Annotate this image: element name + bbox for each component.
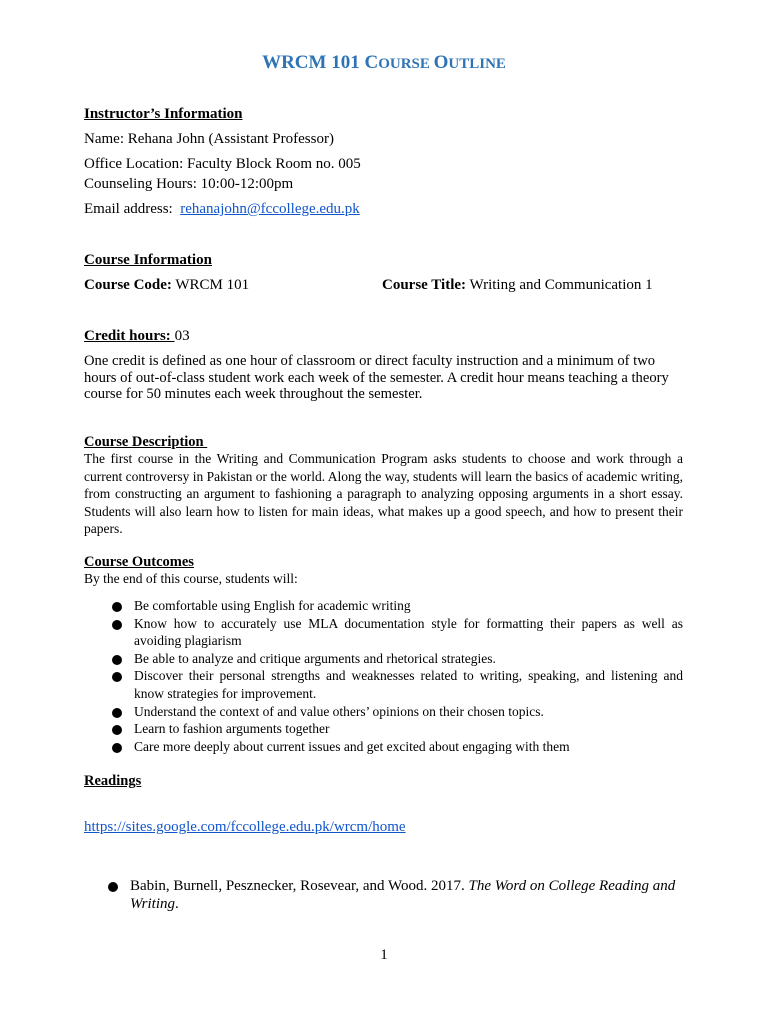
list-item: Be comfortable using English for academic writing (84, 597, 683, 615)
title-smallcaps: OURSE (378, 56, 434, 72)
course-description-heading: Course Description (84, 434, 208, 450)
list-item: Care more deeply about current issues and get excited about engaging with them (84, 738, 683, 756)
reference-authors: Babin, Burnell, Pesznecker, Rosevear, and Wood. 2017. (130, 878, 469, 894)
bullet-icon (112, 620, 122, 630)
office-location: Office Location: Faculty Block Room no. 005 (84, 156, 361, 172)
list-item: Be able to analyze and critique arguments and rhetorical strategies. (84, 650, 683, 668)
reference-book-title: The Word on College Reading and Writing (130, 878, 676, 912)
course-code (84, 277, 249, 294)
title-course-code: WRCM 101 (262, 52, 365, 73)
course-code-value: WRCM 101 (171, 277, 250, 293)
title-letter: C (364, 52, 379, 73)
course-title (382, 277, 653, 294)
course-info-heading: Course Information (84, 252, 212, 268)
course-code-label: Course Code: (84, 277, 172, 293)
readings-heading: Readings (84, 773, 142, 789)
counseling-hours: Counseling Hours: 10:00-12:00pm (84, 176, 294, 192)
bullet-icon (112, 725, 122, 735)
course-title-label: Course Title: (382, 277, 467, 293)
course-outcomes-heading: Course Outcomes (84, 554, 194, 570)
bullet-icon (108, 882, 118, 892)
bullet-icon (112, 655, 122, 665)
course-title-value: Writing and Communication 1 (466, 277, 653, 293)
title-letter: O (433, 52, 449, 73)
list-item: Learn to fashion arguments together (84, 720, 683, 738)
course-description-text: The first course in the Writing and Communication Program asks students to choose and work through a current controversy in Pakistan or the world. Along the way, students will learn the basics of academic writing, from constructing an argument to fashioning a paragraph to analyzing opposing arguments in a short essay. Students will also learn how to listen for main ideas, what makes up a good speech, and how to present their papers. (84, 451, 683, 537)
instructor-heading: Instructor’s Information (84, 106, 243, 122)
email-line (84, 201, 360, 218)
bullet-icon (112, 672, 122, 682)
email-link[interactable]: rehanajohn@fccollege.edu.pk (180, 201, 360, 217)
reference-end: . (175, 896, 179, 912)
reading-reference (84, 877, 684, 913)
readings-url-link[interactable]: https://sites.google.com/fccollege.edu.pk/wrcm/home (84, 819, 406, 835)
document-title (0, 52, 768, 74)
list-item: Know how to accurately use MLA documentation style for formatting their papers as well as avoiding plagiarism (84, 615, 683, 650)
list-item: Understand the context of and value others’ opinions on their chosen topics. (84, 703, 683, 721)
course-outcomes-intro: By the end of this course, students will: (84, 571, 298, 586)
readings-list (84, 877, 684, 913)
credit-hours-description: One credit is defined as one hour of classroom or direct faculty instruction and a minimum of two hours of out-of-class student work each week of the semester. A credit hour means teaching a theory course for 50 minutes each week throughout the semester. (84, 353, 669, 403)
title-smallcaps: UTLINE (448, 56, 506, 72)
email-label: Email address: (84, 201, 181, 217)
credit-hours-label: Credit hours: (84, 328, 175, 344)
list-item: Discover their personal strengths and weaknesses related to writing, speaking, and listening and know strategies for improvement. (84, 667, 683, 702)
instructor-name: Name: Rehana John (Assistant Professor) (84, 131, 334, 147)
credit-hours-value: 03 (174, 328, 190, 344)
course-outcomes-list (84, 597, 683, 755)
credit-hours (84, 328, 190, 345)
bullet-icon (112, 708, 122, 718)
list-item (84, 877, 684, 913)
bullet-icon (112, 602, 122, 612)
bullet-icon (112, 743, 122, 753)
page-number: 1 (380, 947, 388, 963)
